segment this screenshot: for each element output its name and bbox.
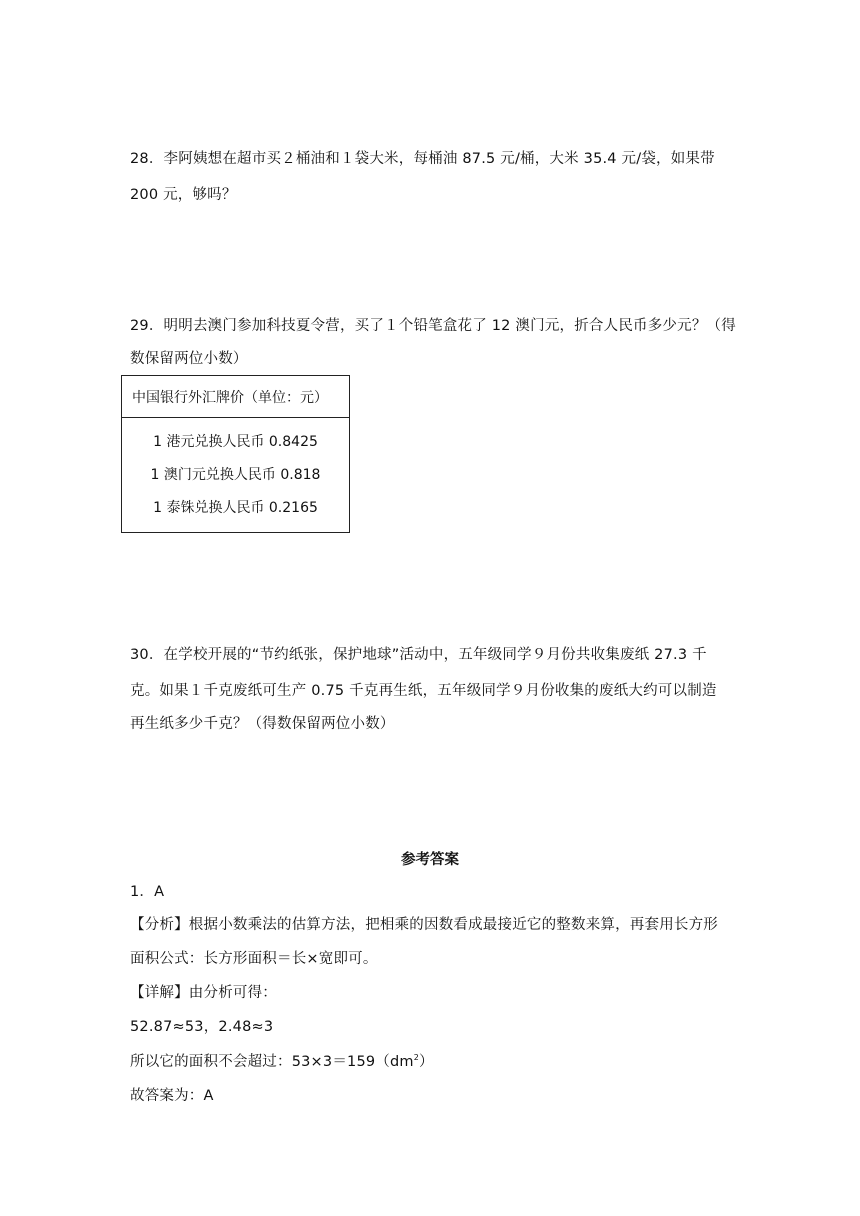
detail-heading: 【详解】由分析可得： xyxy=(130,985,277,1001)
answers-title: 参考答案 xyxy=(401,852,459,868)
exchange-rate-row: 1 港元兑换人民币 0.8425 xyxy=(153,434,318,450)
exchange-rate-row: 1 泰铢兑换人民币 0.2165 xyxy=(153,500,318,516)
step-1: 52.87≈53，2.48≈3 xyxy=(130,1019,274,1035)
q29-line2: 数保留两位小数） xyxy=(130,351,248,367)
step-2: 所以它的面积不会超过：$53\times 3=159(dm^2)$ xyxy=(130,1053,434,1070)
q28-line2: 200 元，够吗？ xyxy=(130,187,237,203)
exchange-rate-row: 1 澳门元兑换人民币 0.818 xyxy=(150,467,321,483)
exchange-rate-table xyxy=(121,375,350,533)
q28-line1: 28．李阿姨想在超市买２桶油和１袋大米，每桶油 87.5 元/桶，大米 35.4 元/袋，如果带 xyxy=(130,151,715,167)
q30-line3: 再生纸多少千克？（得数保留两位小数） xyxy=(130,716,395,732)
analysis-line1: 【分析】根据小数乘法的估算方法，把相乘的因数看成最接近它的整数来算，再套用长方形 xyxy=(130,917,718,933)
exchange-rate-table-header: 中国银行外汇牌价（单位：元） xyxy=(122,376,349,418)
analysis-line2: 面积公式：长方形面积＝长×宽即可。 xyxy=(130,951,378,967)
conclusion: 故答案为：A xyxy=(130,1088,214,1104)
answer-1: 1．A xyxy=(130,884,165,900)
q29-line1: 29．明明去澳门参加科技夏令营，买了１个铅笔盒花了 12 澳门元，折合人民币多少元？（得 xyxy=(130,318,736,334)
q30-line2: 克。如果１千克废纸可生产 0.75 千克再生纸，五年级同学９月份收集的废纸大约可以制造 xyxy=(130,683,717,699)
q30-line1: 30．在学校开展的“节约纸张，保护地球”活动中，五年级同学９月份共收集废纸 27.3 千 xyxy=(130,647,707,663)
